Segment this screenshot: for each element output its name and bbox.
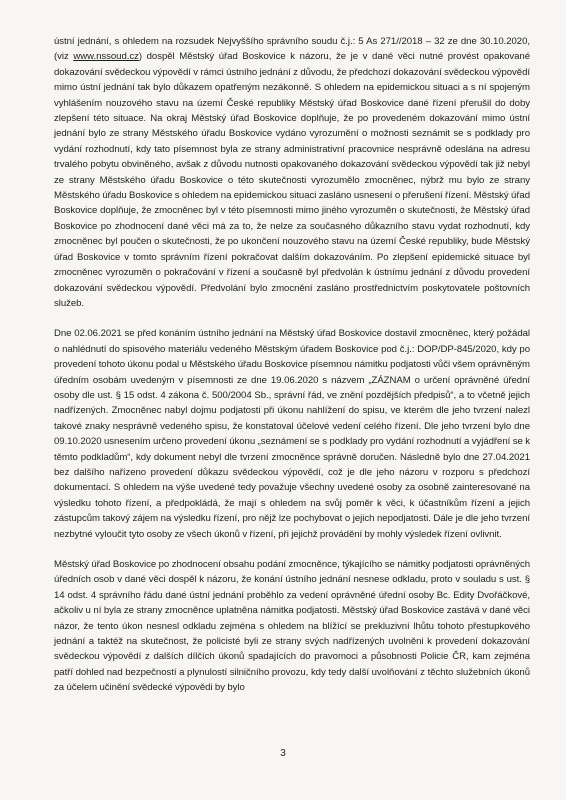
page-number: 3: [280, 748, 286, 759]
paragraph-text: Městský úřad Boskovice po zhodnocení obsahu podání zmocněnce, týkajícího se námitky podjatosti oprávněných úředních osob v dané věci dospěl k názoru, že konání ústního jednání nesnese odkladu, proto v souladu s ust. § 14 odst. 4 správního řádu dané ústní jednání proběhlo za vedení oprávněné úřední osoby Bc. Edity Dvořáčkové, ačkoliv u ní byla ze strany zmocněnce uplatněna námitka podjatosti. Městský úřad Boskovice zastává v dané věci názor, že tento úkon nesnesl odkladu zejména s ohledem na blížící se prekluzivní lhůtu tohoto přestupkového jednání a taktéž na skutečnost, že policisté byli ze strany svých nadřízených uvolněni k provedení dokazování svědeckou výpovědí z dalších dílčích úkonů spadajících do pravomoci a působnosti Policie ČR, kam zejména patří dohled nad bezpečností a plynulostí silničního provozu, kdy tedy další uvolňování z těchto služebních úkonů za účelem učinění svědecké výpovědi by bylo: [54, 559, 530, 694]
paragraph-text: ) dospěl Městský úřad Boskovice k názoru, že je v dané věci nutné provést opakované dokazování svědeckou výpovědí v rámci ústního jednání z důvodu, že předchozí dokazování svědeckou výpovědí mimo ústní jednání tak bylo důkazem opatřeným nezákonně. S ohledem na epidemickou situaci a s ní spojeným vyhlášením nouzového stavu na území České republiky Městský úřad Boskovice dané řízení přerušil do doby zlepšení této situace. Na okraj Městský úřad Boskovice doplňuje, že po provedeném dokazování mimo ústní jednání bylo ze strany Městského úřadu Boskovice vydáno vyrozumění o možnosti seznámit se s podklady pro vydání rozhodnutí, kdy tato písemnost byla ze strany administrativní pracovnice nesprávně odeslána na adresu trvalého pobytu obviněného, avšak z důvodu nutnosti opakovaného dokazování svědeckou výpovědí tak již nebyl ze strany Městského úřadu Boskovice o této skutečnosti vyrozumělo zmocněnec, nýbrž mu bylo ze strany Městského úřadu Boskovice s ohledem na epidemickou situaci zasláno usnesení o přerušení řízení. Městský úřad Boskovice doplňuje, že zmocněnec byl v této písemnosti mimo jiného vyrozuměn o skutečnosti, že Městský úřad Boskovice po zhodnocení dané věci má za to, že nelze za současného důkazního stavu vydat rozhodnutí, kdy zmocněnec byl poučen o skutečnosti, že po ukončení nouzového stavu na území České republiky, bude Městský úřad Boskovice v tomto správním řízení pokračovat dalším dokazováním. Po zlepšení epidemické situace byl zmocněnec vyrozuměn o pokračování v řízení a současně byl předvolán k ústnímu jednání z důvodu provedení dokazování svědeckou výpovědí. Předvolání bylo zmocnění zasláno prostřednictvím poskytovatele poštovních služeb.: [54, 51, 531, 309]
website-link[interactable]: www.nssoud.cz: [73, 51, 139, 63]
body-paragraph: [54, 557, 530, 696]
document-body: [54, 34, 530, 696]
body-paragraph: [54, 34, 530, 311]
paragraph-text: ústní jednání, s ohledem na rozsudek Nejvyššího správního soudu č.j.: 5 As 271//2018 – 32 ze dne 30.10.2020, (viz: [54, 36, 530, 63]
paragraph-text: Dne 02.06.2021 se před konáním ústního jednání na Městský úřad Boskovice dostavil zmocněnec, který požádal o nahlédnutí do spisového materiálu vedeného Městským úřadem Boskovice pod č.j.: DOP/DP-845/2020, kdy po provedení tohoto úkonu podal u Městského úřadu Boskovice písemnou námitku podjatosti vůči všem oprávněným úředním osobám uvedeným v písemnosti ze dne 19.06.2020 s názvem „ZÁZNAM o určení oprávněné úřední osoby dle ust. § 15 odst. 4 zákona č. 500/2004 Sb., správní řád, ve znění pozdějších předpisů“, a to včetně jejich nadřízených. Zmocněnec nabyl dojmu podjatosti při úkonu nahlížení do spisu, ve kterém dle jeho tvrzení nalezl takové znaky nesprávně vedeného spisu, že konstatoval účelové vedení celého řízení. Dle jeho tvrzení bylo dne 09.10.2020 usnesením určeno provedení úkonu „seznámení se s podklady pro vydání rozhodnutí a vyjádření se k těmto podkladům“, kdy dokument nebyl dle tvrzení zmocněnce správně doručen. Následně bylo dne 27.04.2021 bez dalšího nařízeno provedení důkazu svědeckou výpovědí, což je dle jeho názoru v rozporu s předchozí dokumentací. S ohledem na výše uvedené tedy považuje všechny uvedené osoby za osobně zainteresované na výsledku tohoto řízení, a předpokládá, že mají s ohledem na svůj poměr k věci, k účastníkům řízení a jejich zástupcům takový zájem na výsledku řízení, pro nějž lze pochybovat o jejich nepodjatosti. Dále je dle jeho tvrzení nezbytné vyloučit tyto osoby ze všech úkonů v řízení, při jejichž provádění by mohly výsledek řízení ovlivnit.: [54, 328, 530, 540]
body-paragraph: [54, 326, 530, 542]
